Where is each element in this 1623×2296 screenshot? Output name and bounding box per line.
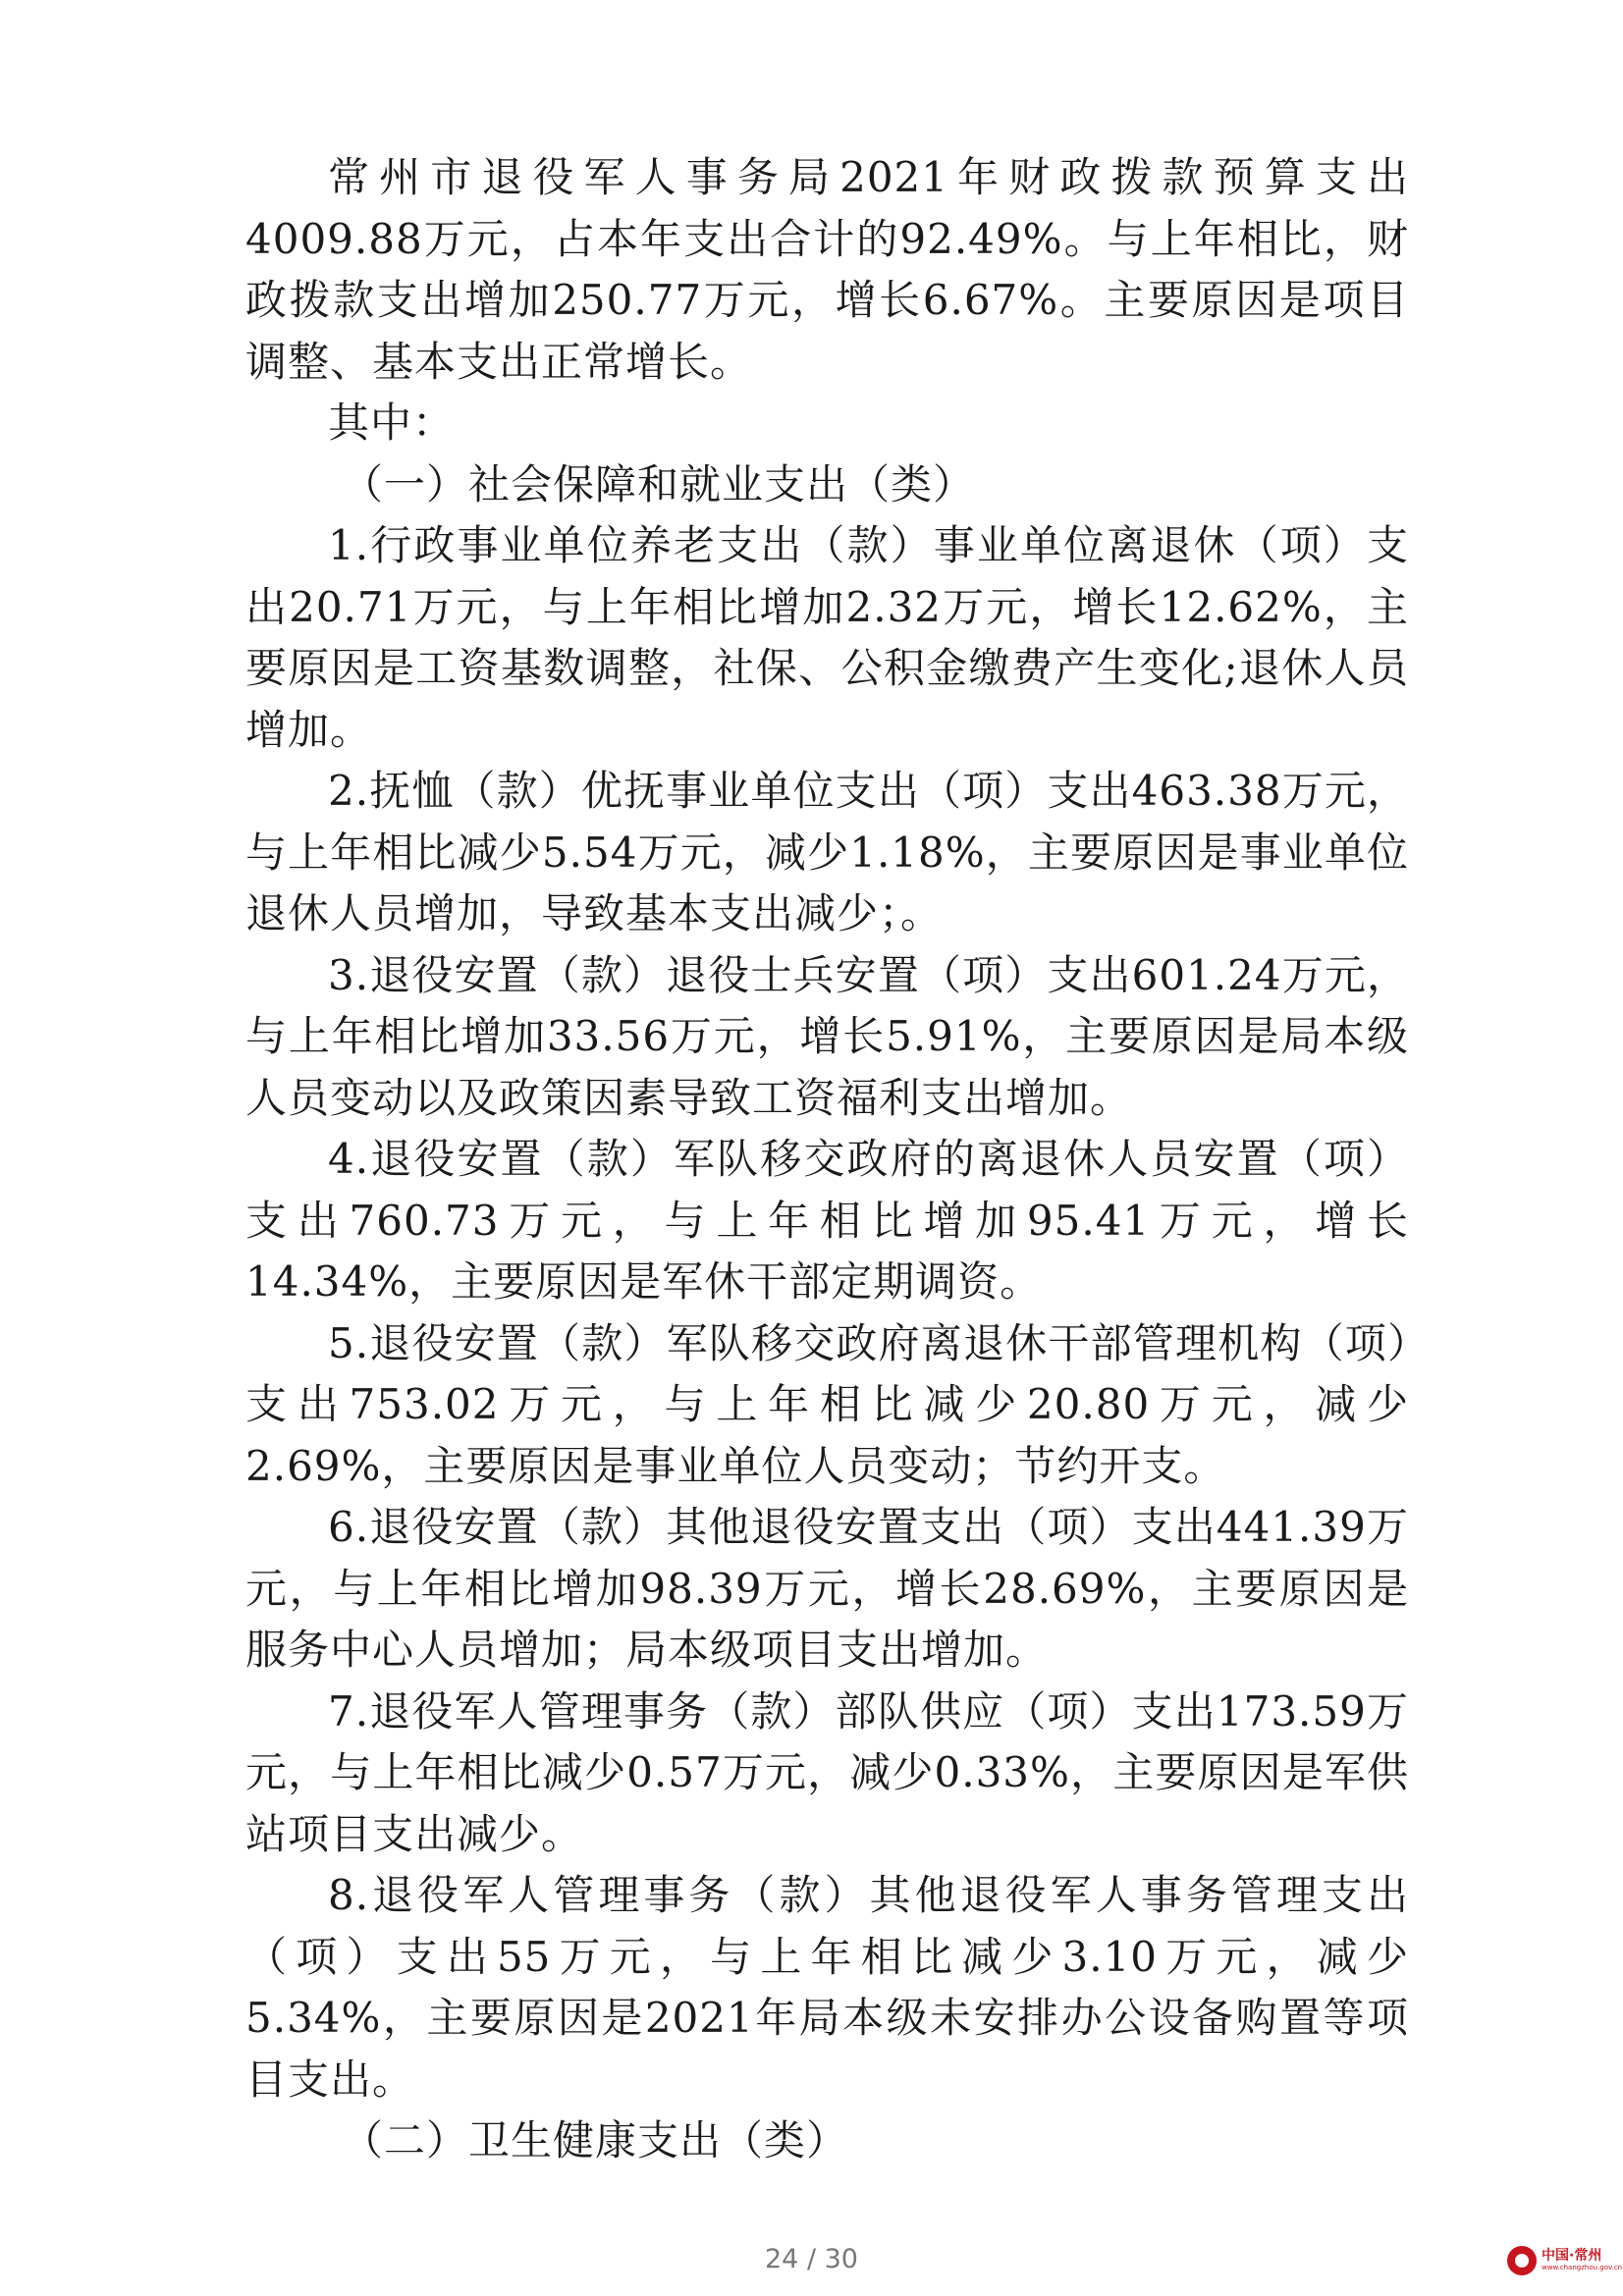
document-body — [245, 147, 1409, 2172]
page-indicator: 24 / 30 — [765, 2244, 858, 2274]
item-paragraph-7: 7.退役军人管理事务（款）部队供应（项）支出173.59万元，与上年相比减少0.57万元，减少0.33%，主要原因是军供站项目支出减少。 — [245, 1686, 1409, 1858]
section-heading-1: （一）社会保障和就业支出（类） — [342, 459, 976, 508]
logo-title: 中国·常州 — [1542, 2248, 1602, 2264]
item-paragraph-6: 6.退役安置（款）其他退役安置支出（项）支出441.39万元，与上年相比增加98.39万元，增长28.69%，主要原因是服务中心人员增加；局本级项目支出增加。 — [245, 1503, 1409, 1674]
item-paragraph-2: 2.抚恤（款）优抚事业单位支出（项）支出463.38万元，与上年相比减少5.54万元，减少1.18%，主要原因是事业单位退休人员增加，导致基本支出减少；。 — [245, 767, 1409, 937]
item-paragraph-5: 5.退役安置（款）军队移交政府离退休干部管理机构（项）支出753.02万元，与上年相比减少20.80万元，减少2.69%，主要原因是事业单位人员变动；节约开支。 — [245, 1318, 1409, 1490]
item-paragraph-4: 4.退役安置（款）军队移交政府的离退休人员安置（项）支出760.73万元，与上年相比增加95.41万元，增长14.34%，主要原因是军休干部定期调资。 — [245, 1135, 1409, 1306]
logo-url: www.changzhou.gov.cn — [1542, 2264, 1623, 2271]
logo-emblem-icon — [1507, 2246, 1537, 2275]
logo-text — [1542, 2249, 1622, 2271]
item-paragraph-1: 1.行政事业单位养老支出（款）事业单位离退休（项）支出20.71万元，与上年相比增加2.32万元，增长12.62%，主要原因是工资基数调整，社保、公积金缴费产生变化;退休人员增加。 — [245, 521, 1409, 754]
item-paragraph-3: 3.退役安置（款）退役士兵安置（项）支出601.24万元，与上年相比增加33.56万元，增长5.91%，主要原因是局本级人员变动以及政策因素导致工资福利支出增加。 — [245, 950, 1409, 1122]
item-paragraph-8: 8.退役军人管理事务（款）其他退役军人事务管理支出（项）支出55万元，与上年相比减少3.10万元，减少5.34%，主要原因是2021年局本级未安排办公设备购置等项目支出。 — [245, 1871, 1409, 2104]
site-logo — [1507, 2238, 1623, 2282]
among-label: 其中： — [328, 399, 456, 447]
intro-paragraph: 常州市退役军人事务局2021年财政拨款预算支出4009.88万元，占本年支出合计的92.49%。与上年相比，财政拨款支出增加250.77万元，增长6.67%。主要原因是项目调整、基本支出正常增长。 — [245, 153, 1409, 386]
section-heading-2: （二）卫生健康支出（类） — [342, 2116, 849, 2164]
